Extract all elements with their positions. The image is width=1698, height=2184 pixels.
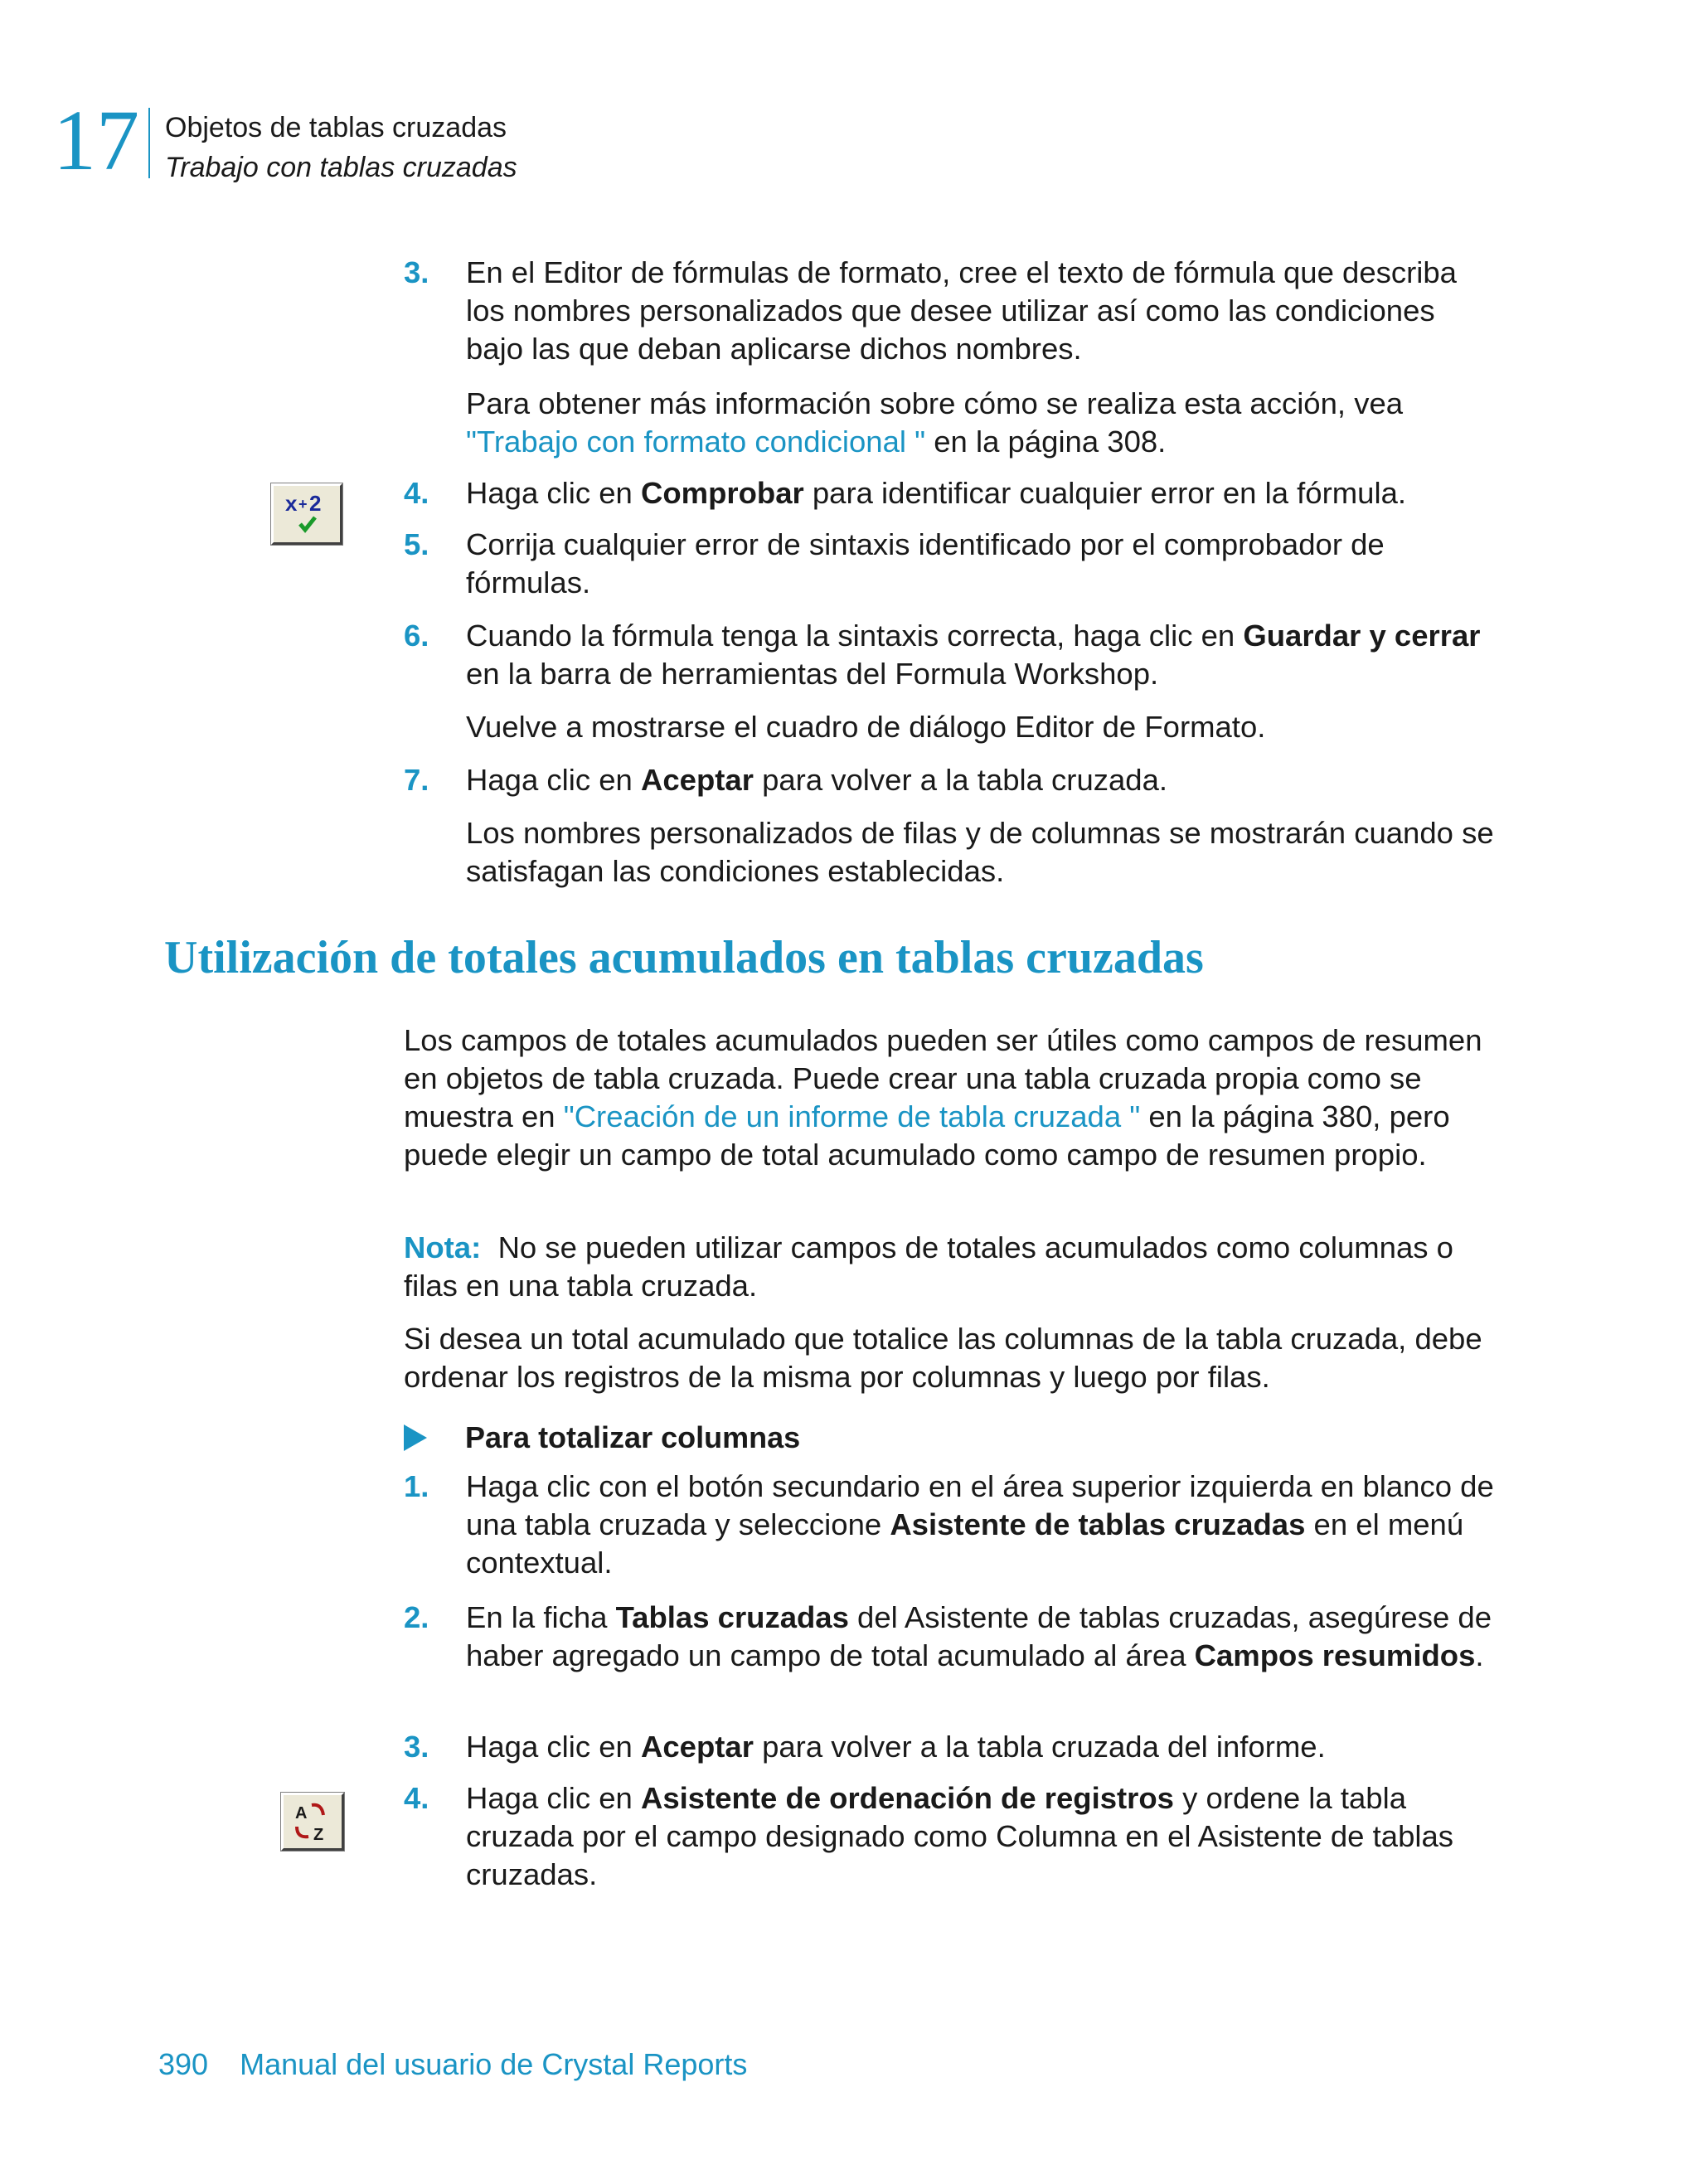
after-step-7-note: Los nombres personalizados de filas y de columnas se mostrarán cuando se satisfagan las condiciones establecidas. [466, 816, 1494, 888]
chapter-divider [148, 108, 150, 178]
running-total-paragraph: Si desea un total acumulado que totalice las columnas de la tabla cruzada, debe ordenar los registros de la misma por columnas y luego por filas. [404, 1322, 1482, 1394]
note-text: No se pueden utilizar campos de totales acumulados como columnas o filas en una tabla cruzada. [404, 1230, 1453, 1303]
step-number: 6. [404, 619, 429, 653]
step-text: Corrija cualquier error de sintaxis identificado por el comprobador de fórmulas. [466, 527, 1385, 599]
step-number: 2. [404, 1600, 429, 1634]
section-title: Trabajo con tablas cruzadas [165, 152, 517, 183]
svg-text:2: 2 [309, 491, 322, 516]
step-number: 3. [404, 1730, 429, 1764]
after-step-6-note: Vuelve a mostrarse el cuadro de diálogo Editor de Formato. [466, 710, 1266, 744]
procedure-title [404, 1420, 800, 1456]
step-number: 1. [404, 1469, 429, 1503]
sort-records-icon [281, 1793, 344, 1851]
step-text: Haga clic en Asistente de ordenación de registros y ordene la tabla cruzada por el campo designado como Columna en el Asistente de tablas cruzadas. [466, 1781, 1454, 1891]
step-text: Haga clic en Aceptar para volver a la tabla cruzada. [466, 763, 1168, 797]
step-number: 5. [404, 527, 429, 561]
info-paragraph [466, 385, 1498, 461]
conditional-format-link[interactable]: "Trabajo con formato condicional " [466, 425, 926, 459]
book-title: Manual del usuario de Crystal Reports [240, 2047, 748, 2081]
crosstab-report-link[interactable]: "Creación de un informe de tabla cruzada " [563, 1099, 1141, 1133]
chapter-number: 17 [53, 93, 139, 188]
svg-text:x: x [285, 491, 298, 516]
note-label: Nota: [404, 1230, 482, 1264]
intro-paragraph: Los campos de totales acumulados pueden ser útiles como campos de resumen en objetos de tabla cruzada. Puede crear una tabla cruzada propia como se muestra en "Creación de un informe de tabla cruzada " en la página 380, pero puede elegir un campo de total acumulado como campo de resumen propio. [404, 1023, 1482, 1172]
svg-text:A: A [295, 1804, 308, 1822]
arrow-right-icon [404, 1424, 427, 1451]
step-number: 7. [404, 763, 429, 797]
step-text: En el Editor de fórmulas de formato, cree el texto de fórmula que describa los nombres personalizados que desee utilizar así como las condiciones bajo las que deban aplicarse dichos nombres. [466, 255, 1457, 366]
procedure-title-text: Para totalizar columnas [465, 1420, 801, 1454]
info-page-ref: en la página 308. [925, 425, 1167, 459]
step-text: Haga clic en Comprobar para identificar cualquier error en la fórmula. [466, 476, 1407, 510]
note-paragraph [404, 1229, 1498, 1305]
section-heading: Utilización de totales acumulados en tablas cruzadas [164, 932, 1204, 983]
svg-text:Z: Z [313, 1826, 324, 1844]
step-number: 4. [404, 476, 429, 510]
svg-text:+: + [298, 496, 308, 512]
step-text: Haga clic con el botón secundario en el área superior izquierda en blanco de una tabla cruzada y seleccione Asistente de tablas cruzadas en el menú contextual. [466, 1469, 1494, 1580]
step-text: Haga clic en Aceptar para volver a la tabla cruzada del informe. [466, 1730, 1326, 1764]
step-text: Cuando la fórmula tenga la sintaxis correcta, haga clic en Guardar y cerrar en la barra de herramientas del Formula Workshop. [466, 619, 1481, 691]
page-number: 390 [158, 2047, 209, 2081]
sort-records-icon-glyph [284, 1795, 342, 1848]
page-footer [158, 2046, 747, 2083]
check-formula-icon [271, 483, 342, 545]
step-number: 4. [404, 1781, 429, 1815]
step-number: 3. [404, 255, 429, 289]
info-text: Para obtener más información sobre cómo se realiza esta acción, vea [466, 386, 1404, 420]
step-text: En la ficha Tablas cruzadas del Asistente de tablas cruzadas, asegúrese de haber agregado un campo de total acumulado al área Campos resumidos. [466, 1600, 1492, 1672]
check-formula-icon-glyph [274, 486, 340, 542]
chapter-title: Objetos de tablas cruzadas [165, 112, 507, 143]
